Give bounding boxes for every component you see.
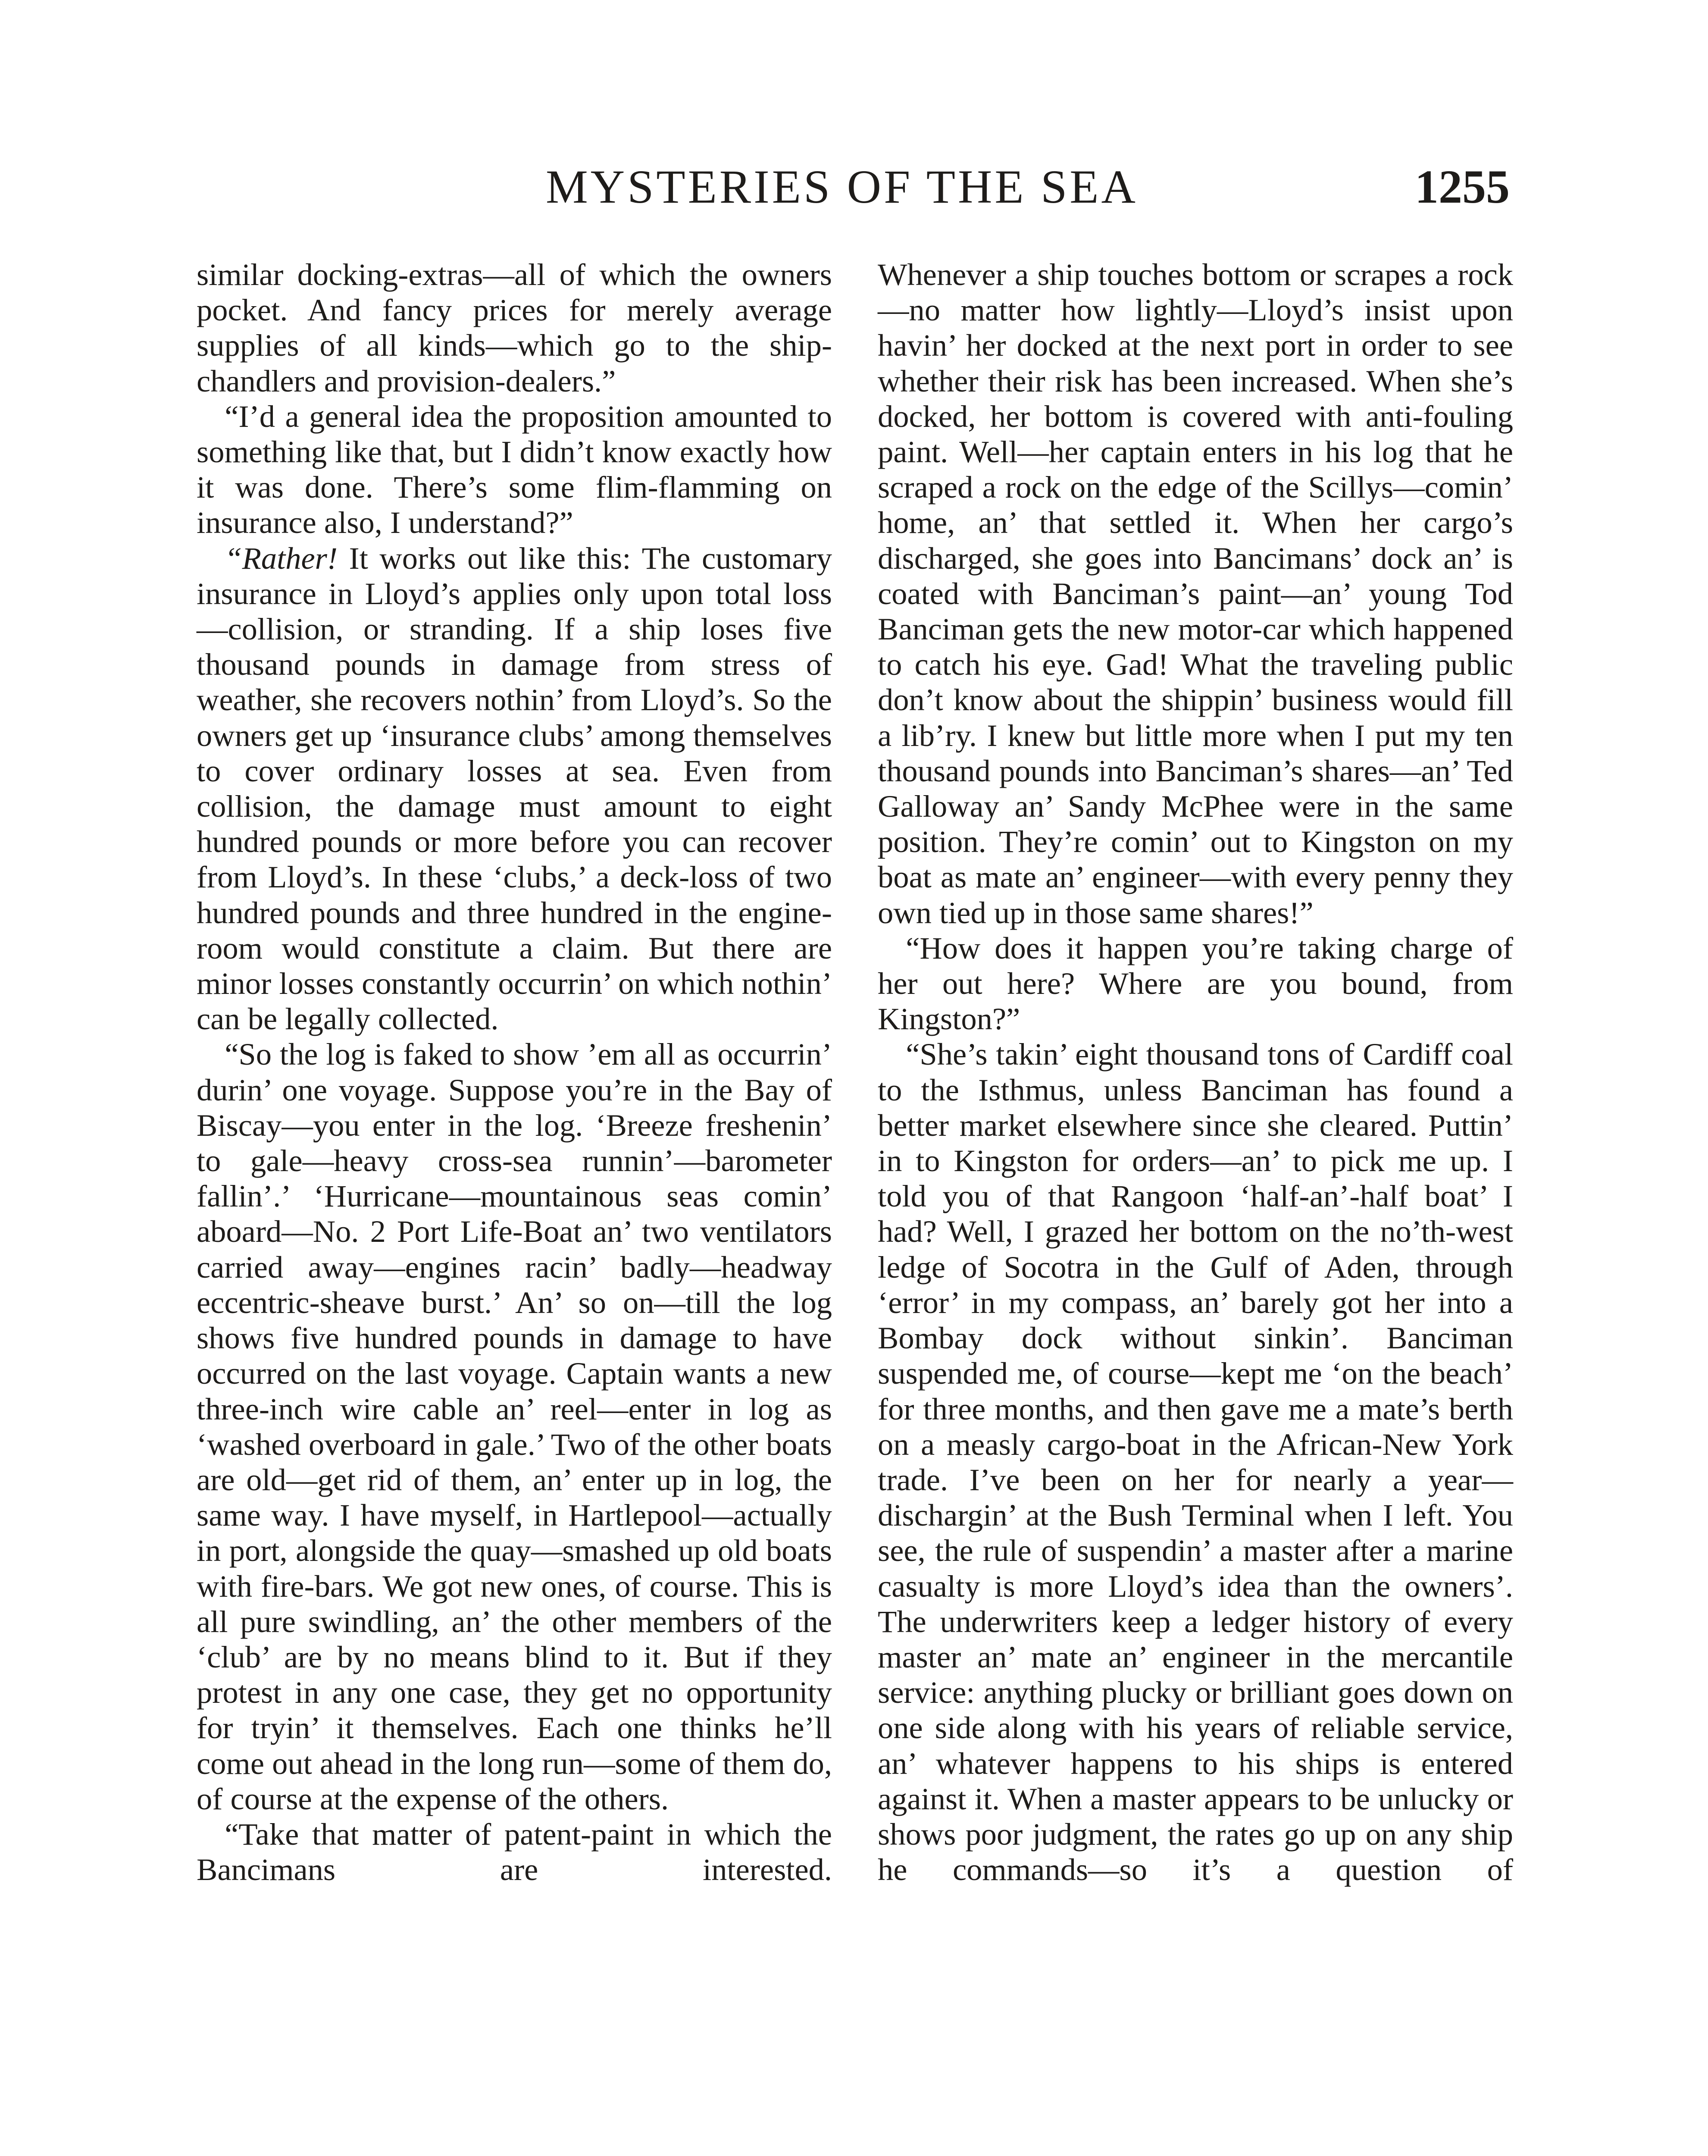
- left-paragraph-1: similar docking-extras—all of which the owners pocket. And fancy prices for merely average supplies of all kinds—which go to the ship-chandlers and provision-dealers.”: [197, 257, 832, 398]
- left-paragraph-3: [197, 541, 832, 1037]
- rather-exclamation: “Rather!: [225, 540, 338, 576]
- left-paragraph-4: “So the log is faked to show ’em all as occurrin’ durin’ one voyage. Suppose you’re in the Bay of Biscay—you enter in the log. ‘Breeze freshenin’ to gale—heavy cross-sea runnin’—barometer fallin’.’ ‘Hurricane—mountainous seas comin’ aboard—No. 2 Port Life-Boat an’ two ventilators carried away—engines racin’ badly—headway eccentric-sheave burst.’ An’ so on—till the log shows five hundred pounds in damage to have occurred on the last voyage. Captain wants a new three-inch wire cable an’ reel—enter in log as ‘washed overboard in gale.’ Two of the other boats are old—get rid of them, an’ enter up in log, the same way. I have myself, in Hartlepool—actually in port, alongside the quay—smashed up old boats with fire-bars. We got new ones, of course. This is all pure swindling, an’ the other members of the ‘club’ are by no means blind to it. But if they protest in any one case, they get no opportunity for tryin’ it themselves. Each one thinks he’ll come out ahead in the long run—some of them do, of course at the expense of the others.: [197, 1037, 832, 1816]
- page-number: 1255: [1415, 160, 1510, 213]
- right-column: [878, 257, 1513, 1887]
- running-head: [197, 160, 1510, 224]
- right-paragraph-1: Whenever a ship touches bottom or scrapes a rock—no matter how lightly—Lloyd’s insist upon havin’ her docked at the next port in order to see whether their risk has been increased. When she’s docked, her bottom is covered with anti-fouling paint. Well—her captain enters in his log that he scraped a rock on the edge of the Scillys—comin’ home, an’ that settled it. When her cargo’s discharged, she goes into Bancimans’ dock an’ is coated with Banciman’s paint—an’ young Tod Banciman gets the new motor-car which happened to catch his eye. Gad! What the traveling public don’t know about the shippin’ business would fill a lib’ry. I knew but little more when I put my ten thousand pounds into Banciman’s shares—an’ Ted Galloway an’ Sandy McPhee were in the same position. They’re comin’ out to Kingston on my boat as mate an’ engineer—with every penny they own tied up in those same shares!”: [878, 257, 1513, 930]
- left-column: [197, 257, 832, 1887]
- right-paragraph-3: “She’s takin’ eight thousand tons of Cardiff coal to the Isthmus, unless Banciman has found a better market elsewhere since she cleared. Puttin’ in to Kingston for orders—an’ to pick me up. I told you of that Rangoon ‘half-an’-half boat’ I had? Well, I grazed her bottom on the no’th-west ledge of Socotra in the Gulf of Aden, through ‘error’ in my compass, an’ barely got her into a Bombay dock without sinkin’. Banciman suspended me, of course—kept me ‘on the beach’ for three months, and then gave me a mate’s berth on a measly cargo-boat in the African-New York trade. I’ve been on her for nearly a year—dischargin’ at the Bush Terminal when I left. You see, the rule of suspendin’ a master after a marine casualty is more Lloyd’s idea than the owners’. The underwriters keep a ledger history of every master an’ mate an’ engineer in the mercantile service: anything plucky or brilliant goes down on one side along with his years of reliable service, an’ whatever happens to his ships is entered against it. When a master appears to be unlucky or shows poor judgment, the rates go up on any ship he commands—so it’s a question of: [878, 1037, 1513, 1887]
- left-paragraph-3-text: It works out like this: The customary insurance in Lloyd’s applies only upon total loss—collision, or stranding. If a ship loses five thousand pounds in damage from stress of weather, she recovers nothin’ from Lloyd’s. So the owners get up ‘insurance clubs’ among themselves to cover ordinary losses at sea. Even from collision, the damage must amount to eight hundred pounds or more before you can recover from Lloyd’s. In these ‘clubs,’ a deck-loss of two hundred pounds and three hundred in the engine-room would constitute a claim. But there are minor losses constantly occurrin’ on which nothin’ can be legally collected.: [197, 540, 832, 1037]
- right-paragraph-2: “How does it happen you’re taking charge of her out here? Where are you bound, from Kingston?”: [878, 930, 1513, 1037]
- left-paragraph-5: “Take that matter of patent-paint in which the Bancimans are interested.: [197, 1816, 832, 1887]
- left-paragraph-2: “I’d a general idea the proposition amounted to something like that, but I didn’t know exactly how it was done. There’s some flim-flamming on insurance also, I understand?”: [197, 398, 832, 540]
- page-title: MYSTERIES OF THE SEA: [546, 160, 1138, 213]
